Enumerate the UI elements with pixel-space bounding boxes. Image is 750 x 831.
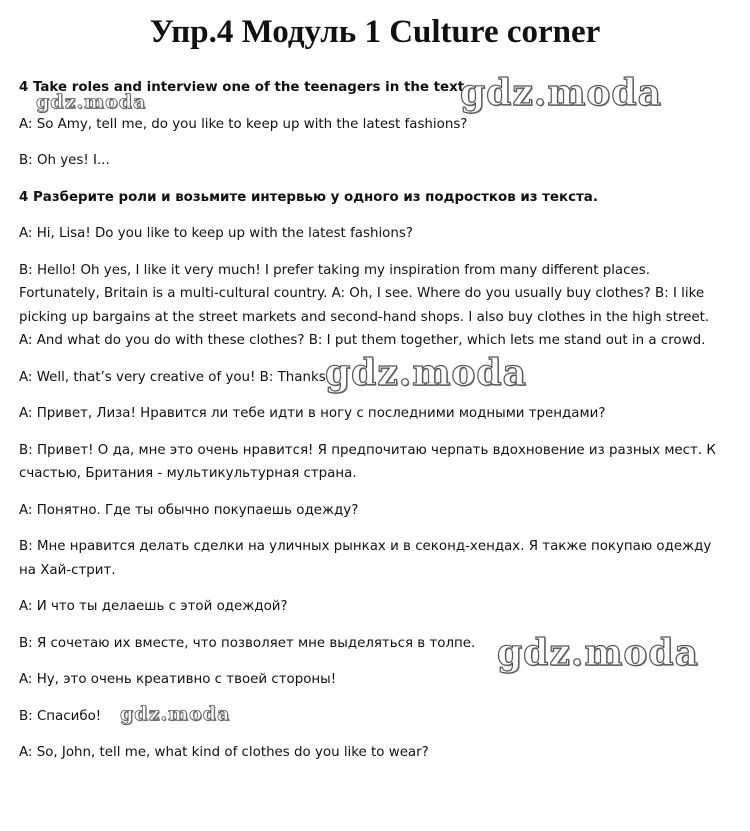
dialogue-line: A: Ну, это очень креативно с твоей стороны!	[19, 672, 337, 687]
dialogue-line: B: Спасибо!	[19, 708, 102, 724]
watermark-logo: gdz.moda	[460, 72, 662, 114]
dialogue-line: A: So, John, tell me, what kind of clothes do you like to wear?	[19, 745, 429, 760]
dialogue-paragraph: B: Hello! Oh yes, I like it very much! I prefer taking my inspiration from many different places. Fortunately, Britain is a multi-cultural country. A: Oh, I see. Where do you usually buy clothes? B: I like picking up bargains at the street markets and second-hand shops. I also buy clothes in the high street. A: And what do you do with these clothes? B: I put them together, which lets me stand out in a crowd.	[19, 262, 710, 348]
page-title: Упр.4 Модуль 1 Culture corner	[149, 14, 601, 50]
dialogue-line: A: Привет, Лиза! Нравится ли тебе идти в ногу с последними модными трендами?	[19, 406, 606, 421]
dialogue-paragraph: B: Мне нравится делать сделки на уличных рынках и в секонд-хендах. Я также покупаю одежду на Хай-стрит.	[19, 539, 712, 578]
watermark-logo: gdz.moda	[36, 91, 147, 113]
dialogue-paragraph: B: Привет! О да, мне это очень нравится! Я предпочитаю черпать вдохновение из разных мест. К счастью, Британия - мультикультурная страна.	[19, 442, 716, 481]
watermark-logo: gdz.moda	[325, 352, 527, 394]
dialogue-line: B: Я сочетаю их вместе, что позволяет мне выделяться в толпе.	[19, 635, 476, 651]
task-heading-english: 4 Take roles and interview one of the teenagers in the text.	[19, 80, 470, 95]
dialogue-line: A: И что ты делаешь с этой одеждой?	[19, 599, 288, 614]
watermark-logo: gdz.moda	[497, 632, 699, 674]
dialogue-line: A: So Amy, tell me, do you like to keep up with the latest fashions?	[19, 116, 468, 132]
dialogue-line: A: Понятно. Где ты обычно покупаешь одежду?	[19, 502, 359, 518]
dialogue-line: A: Hi, Lisa! Do you like to keep up with the latest fashions?	[19, 226, 413, 241]
dialogue-line: A: Well, that’s very creative of you! B: Thanks!	[19, 369, 332, 385]
dialogue-line: B: Oh yes! I...	[19, 153, 110, 168]
watermark-logo: gdz.moda	[120, 703, 231, 725]
task-heading-russian: 4 Разберите роли и возьмите интервью у одного из подростков из текста.	[19, 189, 598, 205]
